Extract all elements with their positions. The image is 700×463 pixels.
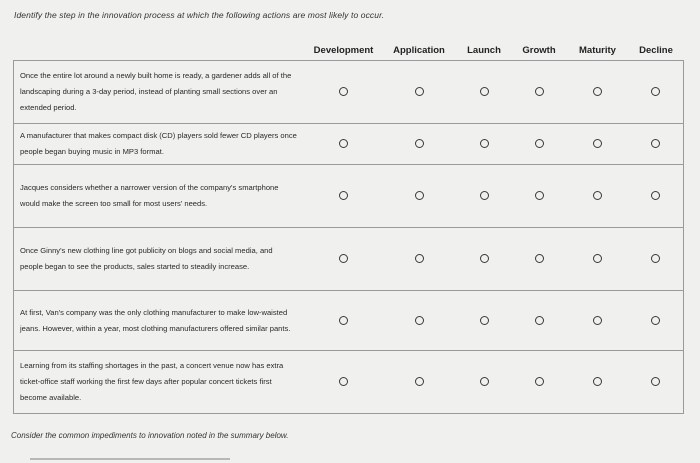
radio-launch[interactable]: [480, 191, 489, 200]
question-row-6: [14, 351, 684, 414]
radio-application[interactable]: [415, 377, 424, 386]
radio-growth[interactable]: [535, 87, 544, 96]
radio-growth[interactable]: [535, 377, 544, 386]
radio-launch[interactable]: [480, 316, 489, 325]
question-text: Jacques considers whether a narrower version of the company's smartphone would make the screen too small for most users' needs.: [14, 165, 306, 228]
radio-launch[interactable]: [480, 254, 489, 263]
column-header-decline: Decline: [639, 44, 673, 56]
radio-development[interactable]: [339, 377, 348, 386]
header-blank: [14, 40, 306, 61]
radio-development[interactable]: [339, 254, 348, 263]
column-header-application: Application: [393, 44, 445, 56]
question-row-5: [14, 291, 684, 351]
question-text: Once Ginny's new clothing line got publicity on blogs and social media, and people began to see the products, sales started to steadily increase.: [14, 228, 306, 291]
radio-maturity[interactable]: [593, 87, 602, 96]
radio-development[interactable]: [339, 316, 348, 325]
radio-growth[interactable]: [535, 191, 544, 200]
radio-maturity[interactable]: [593, 139, 602, 148]
radio-application[interactable]: [415, 191, 424, 200]
radio-development[interactable]: [339, 191, 348, 200]
header-row: [14, 40, 684, 61]
column-header-growth: Growth: [522, 44, 556, 56]
radio-growth[interactable]: [535, 139, 544, 148]
radio-decline[interactable]: [651, 139, 660, 148]
radio-growth[interactable]: [535, 254, 544, 263]
question-row-4: [14, 228, 684, 291]
footnote-text: Consider the common impediments to innovation noted in the summary below.: [11, 431, 289, 440]
radio-maturity[interactable]: [593, 316, 602, 325]
column-header-development: Development: [313, 44, 374, 56]
radio-application[interactable]: [415, 316, 424, 325]
radio-maturity[interactable]: [593, 377, 602, 386]
radio-decline[interactable]: [651, 87, 660, 96]
radio-decline[interactable]: [651, 316, 660, 325]
innovation-process-table: [13, 40, 684, 414]
radio-decline[interactable]: [651, 191, 660, 200]
radio-growth[interactable]: [535, 316, 544, 325]
question-text: Learning from its staffing shortages in the past, a concert venue now has extra ticket-office staff working the first few days after popular concert tickets first become available.: [14, 351, 306, 414]
radio-application[interactable]: [415, 254, 424, 263]
question-text: Once the entire lot around a newly built home is ready, a gardener adds all of the landscaping during a 3-day period, instead of planting small sections over an extended period.: [14, 61, 306, 124]
column-header-launch: Launch: [467, 44, 501, 56]
radio-launch[interactable]: [480, 139, 489, 148]
radio-development[interactable]: [339, 87, 348, 96]
question-text: A manufacturer that makes compact disk (CD) players sold fewer CD players once people began buying music in MP3 format.: [14, 124, 306, 165]
radio-application[interactable]: [415, 87, 424, 96]
question-row-2: [14, 124, 684, 165]
radio-decline[interactable]: [651, 254, 660, 263]
radio-maturity[interactable]: [593, 254, 602, 263]
radio-application[interactable]: [415, 139, 424, 148]
radio-launch[interactable]: [480, 87, 489, 96]
instructions-text: Identify the step in the innovation process at which the following actions are most likely to occur.: [14, 10, 385, 20]
column-header-maturity: Maturity: [579, 44, 616, 56]
radio-launch[interactable]: [480, 377, 489, 386]
question-row-1: [14, 61, 684, 124]
divider: [30, 458, 230, 460]
question-text: At first, Van's company was the only clothing manufacturer to make low-waisted jeans. However, within a year, most clothing manufacturers offered similar pants.: [14, 291, 306, 351]
radio-maturity[interactable]: [593, 191, 602, 200]
radio-decline[interactable]: [651, 377, 660, 386]
radio-development[interactable]: [339, 139, 348, 148]
question-row-3: [14, 165, 684, 228]
